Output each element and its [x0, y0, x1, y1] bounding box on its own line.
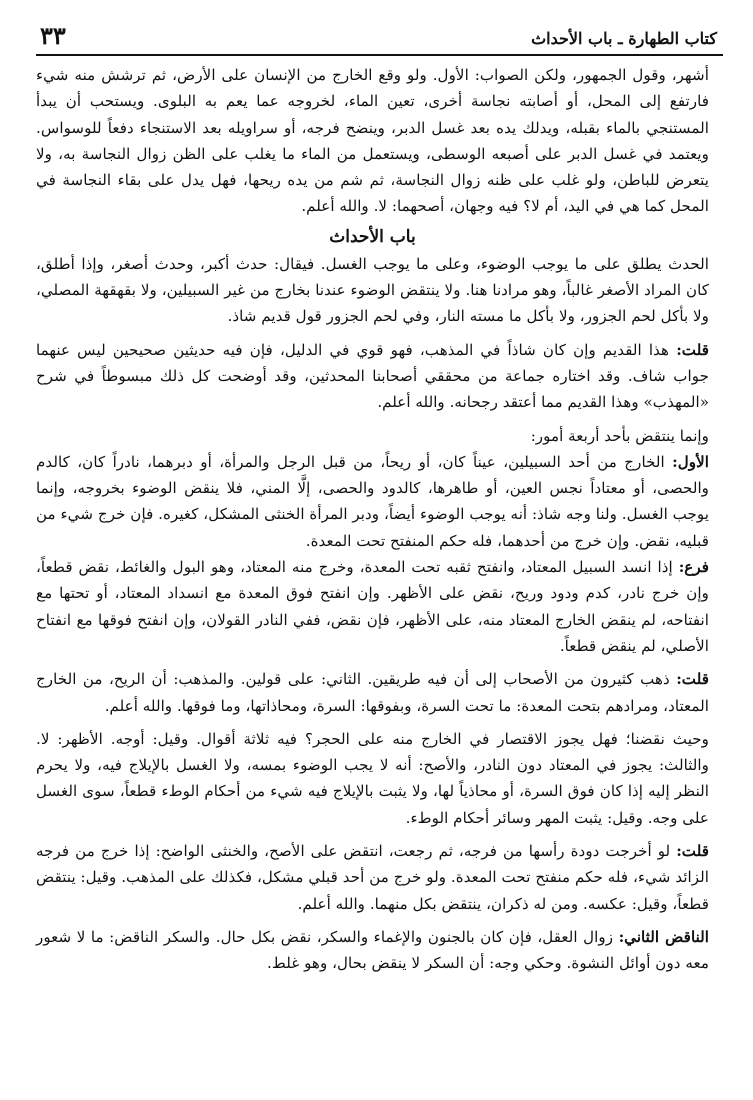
note-label: قلت:	[676, 670, 709, 689]
paragraph-text: هذا القديم وإن كان شاذاً في المذهب، فهو قوي في الدليل، فإن فيه حديثين صحيحين ليس عنهما جواب شاف. وقد اختاره جماعة من محققي أصحابنا المحدثين، وقد أوضحت كل ذلك مبسوطاً في شرح «المهذب» وهذا القديم مما أعتقد رجحانه. والله أعلم.	[36, 340, 709, 412]
paragraph-note-3	[36, 838, 709, 917]
page-number: ٣٣	[40, 21, 66, 50]
chapter-heading: باب الأحداث	[329, 226, 416, 247]
paragraph-note-2	[36, 666, 709, 719]
paragraph-note-1	[36, 337, 709, 416]
running-title: كتاب الطهارة ـ باب الأحداث	[531, 29, 717, 48]
note-label: قلت:	[676, 842, 709, 861]
paragraph-text: الخارج من أحد السبيلين، عيناً كان، أو ريحاً، من قبل الرجل والمرأة، أو دبرهما، نادراً كان، كالدم والحصى، أو معتاداً نجس العين، أو طاهرها، كالدود والحصى، إلَّا المني، فلا ينقض الوضوء بخروجه، وإنما يوجب الغسل. ولنا وجه شاذ: أنه يوجب الوضوء أيضاً، ودبر المرأة الخنثى المشكل، كغيره. فإن خرج شيء من قبليه، نقض. وإن خرج من أحدهما، فله حكم المنفتح تحت المعدة.	[36, 452, 709, 550]
paragraph-text: زوال العقل، فإن كان بالجنون والإغماء والسكر، نقض بكل حال. والسكر الناقض: ما لا شعور معه دون أوائل النشوة. وحكي وجه: أن السكر لا ينقض بحال، وهو غلط.	[36, 927, 709, 973]
page-header	[36, 14, 723, 56]
paragraph-branch	[36, 554, 709, 659]
paragraph-text: إذا انسد السبيل المعتاد، وانفتح ثقبه تحت المعدة، وخرج منه المعتاد، وهو البول والغائط، نقض قطعاً، وإن خرج نادر، كدم ودود وريح، نقض على الأظهر. وإن انفتح فوق المعدة مع انسداد المعتاد، أو تحتها مع انفتاحه، لم ينقض الخارج المعتاد منه، على الأظهر، فإن نقض، ففي النادر القولان، وإن انفتح فوقها مع انفتاح الأصلي، لم ينقض قطعاً.	[36, 558, 709, 655]
page-body	[36, 62, 709, 977]
branch-label: فرع:	[678, 558, 710, 577]
paragraph-stone: وحيث نقضنا؛ فهل يجوز الاقتصار في الخارج منه على الحجر؟ فيه ثلاثة أقوال. وقيل: أوجه. الأظهر: لا. والثالث: يجوز في المعتاد دون النادر، والأصح: أنه لا يجب الوضوء بمسه، ولا الغسل بالإيلاج فيه، ولا يحرم النظر إليه إذا كان فوق السرة، أو محاذياً لها، ولا يثبت بالإيلاج فيه شيء من أحكام الوطء قطعاً، سوى الغسل على وجه. وقيل: يثبت المهر وسائر أحكام الوطء.	[36, 729, 709, 827]
paragraph-definition: الحدث يطلق على ما يوجب الوضوء، وعلى ما يوجب الغسل. فيقال: حدث أكبر، وحدث أصغر، وإذا أطلق، كان المراد الأصغر غالباً، وهو مرادنا هنا. ولا ينتقض الوضوء عندنا بخارج من غير السبيلين، ولا بقهقهة المصلي، ولا بأكل لحم الجزور، ولا بأكل ما مسته النار، وفي لحم الجزور قول قديم شاذ.	[36, 254, 709, 326]
section-label: الأول:	[672, 452, 709, 471]
section-label: الناقض الثاني:	[618, 927, 710, 946]
paragraph-text: ذهب كثيرون من الأصحاب إلى أن فيه طريقين. الثاني: على قولين. والمذهب: أن الريح، من الخارج المعتاد، ومرادهم بتحت المعدة: ما تحت السرة، وبفوقها: السرة، ومحاذاتها، وما فوقها. والله أعلم.	[36, 670, 709, 715]
note-label: قلت:	[676, 340, 709, 359]
intro-paragraph: أشهر، وقول الجمهور، ولكن الصواب: الأول. ولو وقع الخارج من الإنسان على الأرض، ثم ترشش منه شيء فارتفع إلى المحل، أو أصابته نجاسة أخرى، تعين الماء، لخروجه عما يعم به البلوى. ويستحب أن يبدأ المستنجي بالماء بقبله، ويدلك يده بعد غسل الدبر، وينضح فرجه، أو سراويله بعد الاستنجاء دفعاً للوسواس. ويعتمد في غسل الدبر على أصبعه الوسطى، ويستعمل من الماء ما يغلب على الظن زوال النجاسة به، ولا يتعرض للباطن، ولو غلب على ظنه زوال النجاسة، ثم شم من يده ريحها، فهل يدل على بقاء النجاسة في المحل كما هي في اليد، أم لا؟ فيه وجهان، أصحهما: لا. والله أعلم.	[36, 66, 709, 216]
paragraph-four-matters: وإنما ينتقض بأحد أربعة أمور:	[530, 426, 709, 445]
paragraph-second-nullifier	[36, 924, 709, 977]
paragraph-first-nullifier	[36, 449, 709, 554]
paragraph-text: لو أخرجت دودة رأسها من فرجه، ثم رجعت، انتقض على الأصح، والخنثى الواضح: إذا خرج من فرجه الزائد شيء، فله حكم منفتح تحت المعدة. ولو خرج من أحد قبلي مشكل، فكذلك على المذهب. وقيل: ينتقض قطعاً، وقيل: عكسه. ومن له ذكران، ينتقض بكل منهما. والله أعلم.	[36, 842, 709, 913]
